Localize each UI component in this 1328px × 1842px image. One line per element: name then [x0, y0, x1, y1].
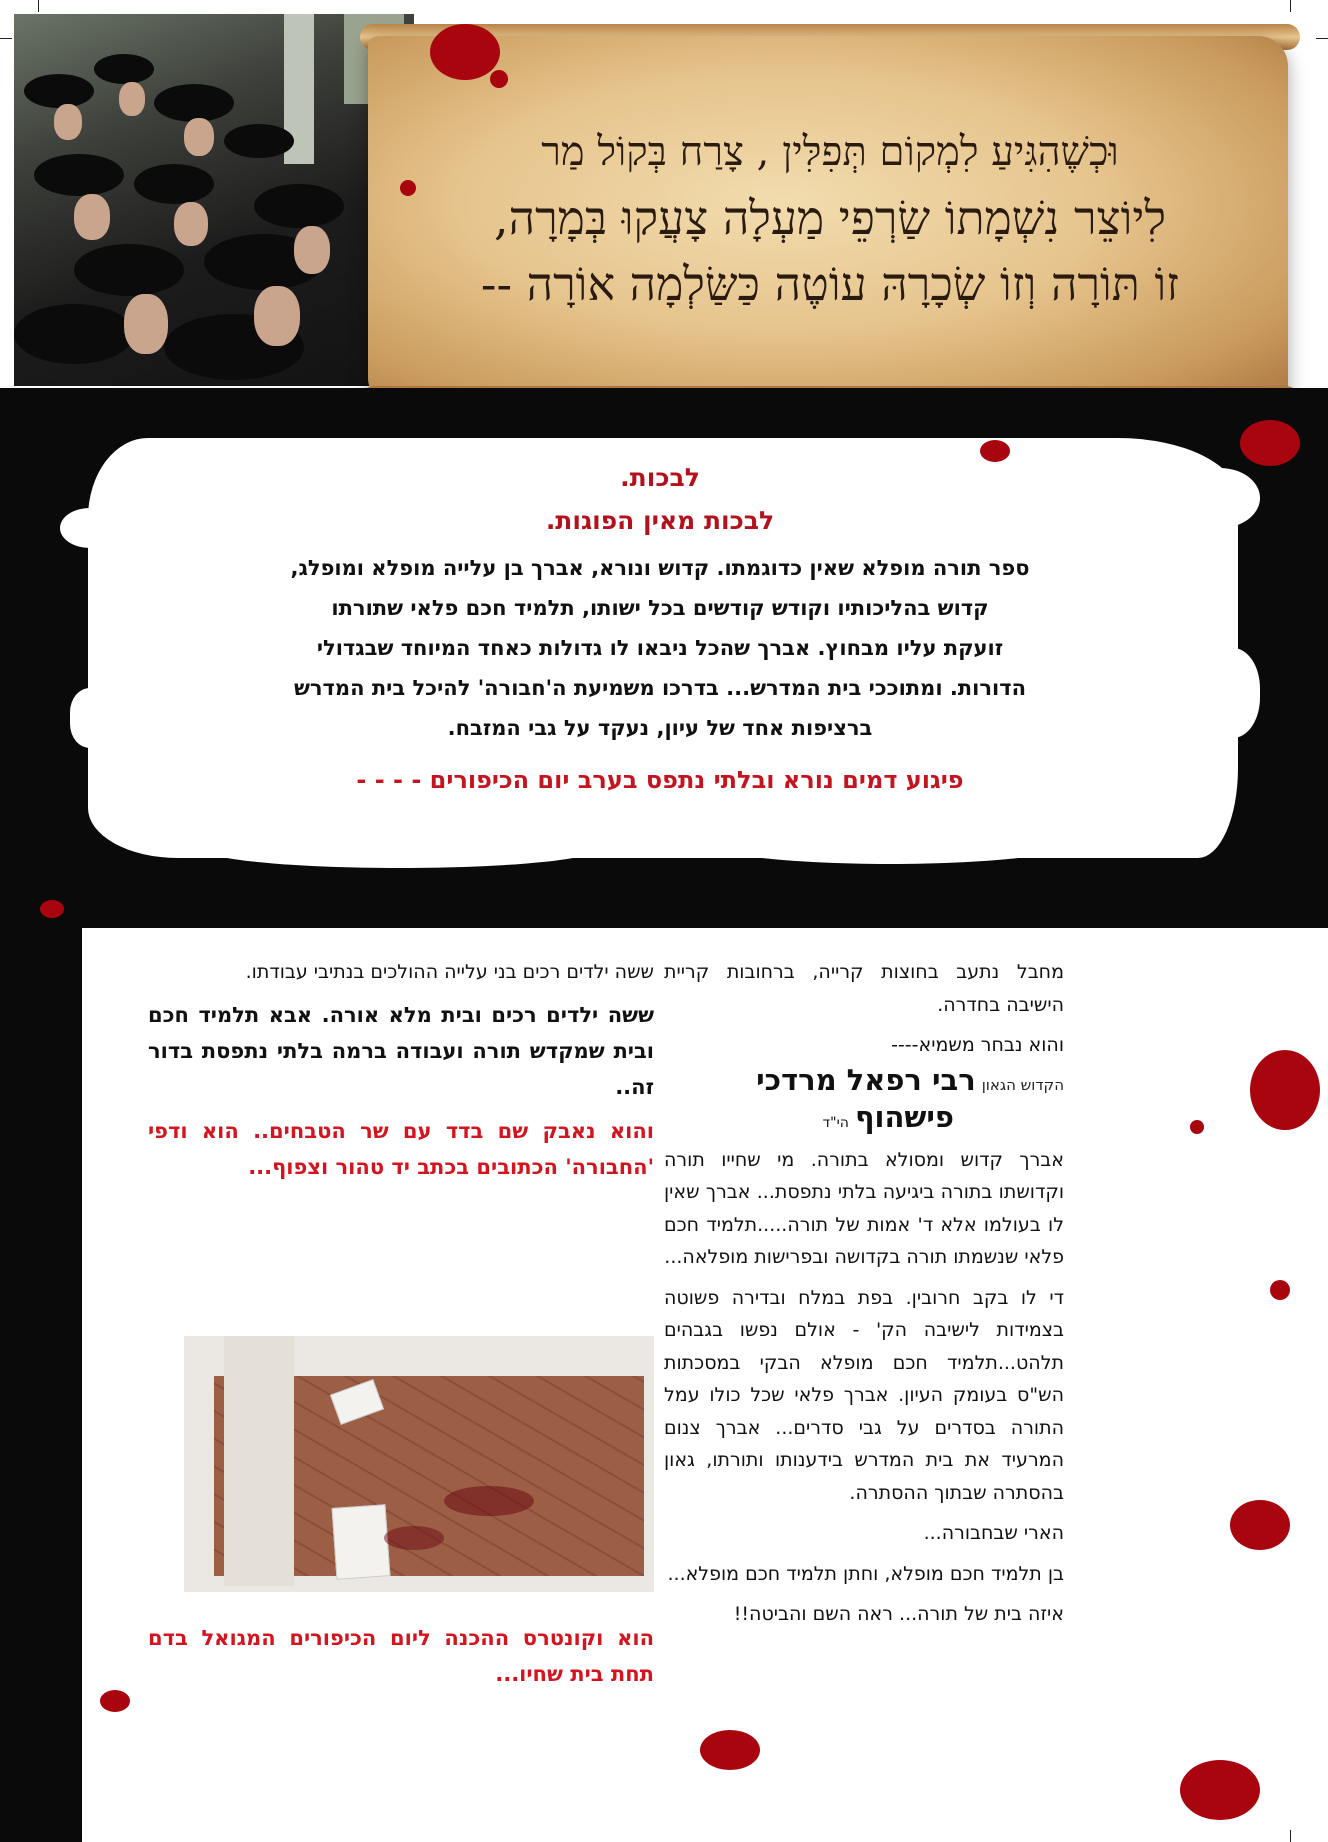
- blood-splatter: [1240, 420, 1300, 466]
- rabbi-name: רבי רפאל מרדכי: [756, 1062, 976, 1097]
- scene-photo: [184, 1336, 654, 1592]
- parchment-scroll: [340, 14, 1318, 424]
- blood-splatter: [400, 180, 416, 196]
- blood-splatter: [100, 1690, 130, 1712]
- poem-line-3: זוֹ תּוֹרָה וְזוֹ שְׂכָרָהּ עוֹטֶה כַּשַּׂלְמָה אוֹרָה --: [480, 257, 1180, 311]
- intro-heading-1: לבכות.: [620, 463, 700, 492]
- right-column: [664, 956, 1064, 1639]
- blood-splatter: [1250, 1050, 1320, 1130]
- rabbi-name-block: [664, 1064, 1064, 1140]
- paragraph: איזה בית של תורה... ראה השם והביטה!!: [733, 1603, 1064, 1625]
- notebook-image: [332, 1504, 391, 1580]
- blood-splatter: [490, 70, 508, 88]
- blood-splatter: [40, 900, 64, 918]
- rabbi-prefix: הקדוש הגאון: [981, 1075, 1064, 1094]
- paragraph: הארי שבחבורה...: [923, 1522, 1064, 1544]
- photo-caption-block: [148, 1620, 654, 1700]
- paragraph: והוא נבחר משמיא----: [891, 1034, 1064, 1056]
- blood-splatter: [1270, 1280, 1290, 1300]
- intro-heading-2: לבכות מאין הפוגות.: [545, 506, 775, 535]
- intro-line: ספר תורה מופלא שאין כדוגמתו. קדוש ונורא, אברך בן עלייה מופלא ומופלג,: [290, 556, 1030, 580]
- blood-splatter: [980, 440, 1010, 462]
- blood-splatter: [1190, 1120, 1204, 1134]
- intro-paragraph: [160, 548, 1160, 748]
- rabbi-suffix: הי"ד: [822, 1115, 849, 1131]
- crop-mark: [38, 0, 39, 12]
- photo-caption: הוא וקונטרס ההכנה ליום הכיפורים המגואל בדם תחת בית שחיו...: [148, 1626, 654, 1686]
- poem-line-1: וּכְשֶׁהִגִּיעַ לִמְקוֹם תְּפִלִּין , צָרַח בְּקוֹל מַר: [541, 129, 1119, 175]
- rabbi-surname: פישהוף: [854, 1100, 954, 1134]
- left-column: [148, 956, 654, 1193]
- intro-line: הדורות. ומתוככי בית המדרש... בדרכו משמיעת ה'חבורה' להיכל בית המדרש: [293, 676, 1026, 700]
- intro-band: [0, 388, 1328, 928]
- crop-mark: [0, 38, 12, 39]
- crop-mark: [1290, 0, 1291, 12]
- intro-line: ברציפות אחד של עיון, נעקד על גבי המזבח.: [447, 716, 873, 740]
- blood-splatter: [430, 24, 500, 80]
- poem-line-2: לִיוֹצֵר נִשְׁמָתוֹ שַׂרְפֵי מַעְלָה צָעֲקוּ בְּמָרָה,: [493, 191, 1166, 245]
- crop-mark: [1290, 1830, 1291, 1842]
- paragraph: ששה ילדים רכים בני עלייה ההולכים בנתיבי עבודתו.: [245, 961, 654, 983]
- scroll-poem: [400, 119, 1260, 317]
- paragraph-bold: ששה ילדים רכים ובית מלא אורה. אבא תלמיד חכם ובית שמקדש תורה ועבודה ברמה בלתי נתפסת בדור זה..: [148, 1002, 654, 1099]
- blood-splatter: [1230, 1500, 1290, 1550]
- blood-splatter: [700, 1730, 760, 1770]
- paragraph: אברך קדוש ומסולא בתורה. מי שחייו תורה וקדושתו בתורה ביגיעה בלתי נתפסת... אברך שאין לו בעולמו אלא ד' אמות של תורה.....תלמיד חכם פלאי שנשמתו תורה בקדושה ובפרישות מופלאה...: [664, 1148, 1064, 1268]
- wall: [224, 1336, 294, 1586]
- blood-splatter: [1180, 1760, 1260, 1820]
- intro-text: [160, 456, 1160, 804]
- left-black-strip: [0, 928, 82, 1842]
- paragraph: בן תלמיד חכם מופלא, וחתן תלמיד חכם מופלא...: [667, 1562, 1064, 1585]
- paragraph: די לו בקב חרובין. בפת במלח ובדירה פשוטה בצמידות לישיבה הק' - אולם נפשו בגבהים תלהט...תלמיד חכם מופלא הבקי במסכתות הש"ס בעומק העיון. אברך פלאי שכל כולו עמל התורה בסדרים על גבי סדרים... אברך צנום המרעיד את בית המדרש בידענותו ותורתו, גאון בהסתרה שבתוך ההסתרה.: [664, 1286, 1064, 1504]
- intro-line: זועקת עליו מבחוץ. אברך שהכל ניבאו לו גדולות כאחד המיוחד שבגדולי: [316, 636, 1004, 660]
- paragraph: מחבל נתעב בחוצות קרייה, ברחובות קריית הישיבה בחדרה.: [664, 961, 1064, 1016]
- intro-tagline: פיגוע דמים נורא ובלתי נתפס בערב יום הכיפורים - - - -: [356, 766, 964, 794]
- paragraph-red: והוא נאבק שם בדד עם שר הטבחים.. הוא ודפי 'החבורה' הכתובים בכתב יד טהור וצפוף...: [148, 1118, 654, 1179]
- intro-line: קדוש בהליכותיו וקודש קודשים בכל ישותו, תלמיד חכם פלאי שתורתו: [331, 596, 989, 620]
